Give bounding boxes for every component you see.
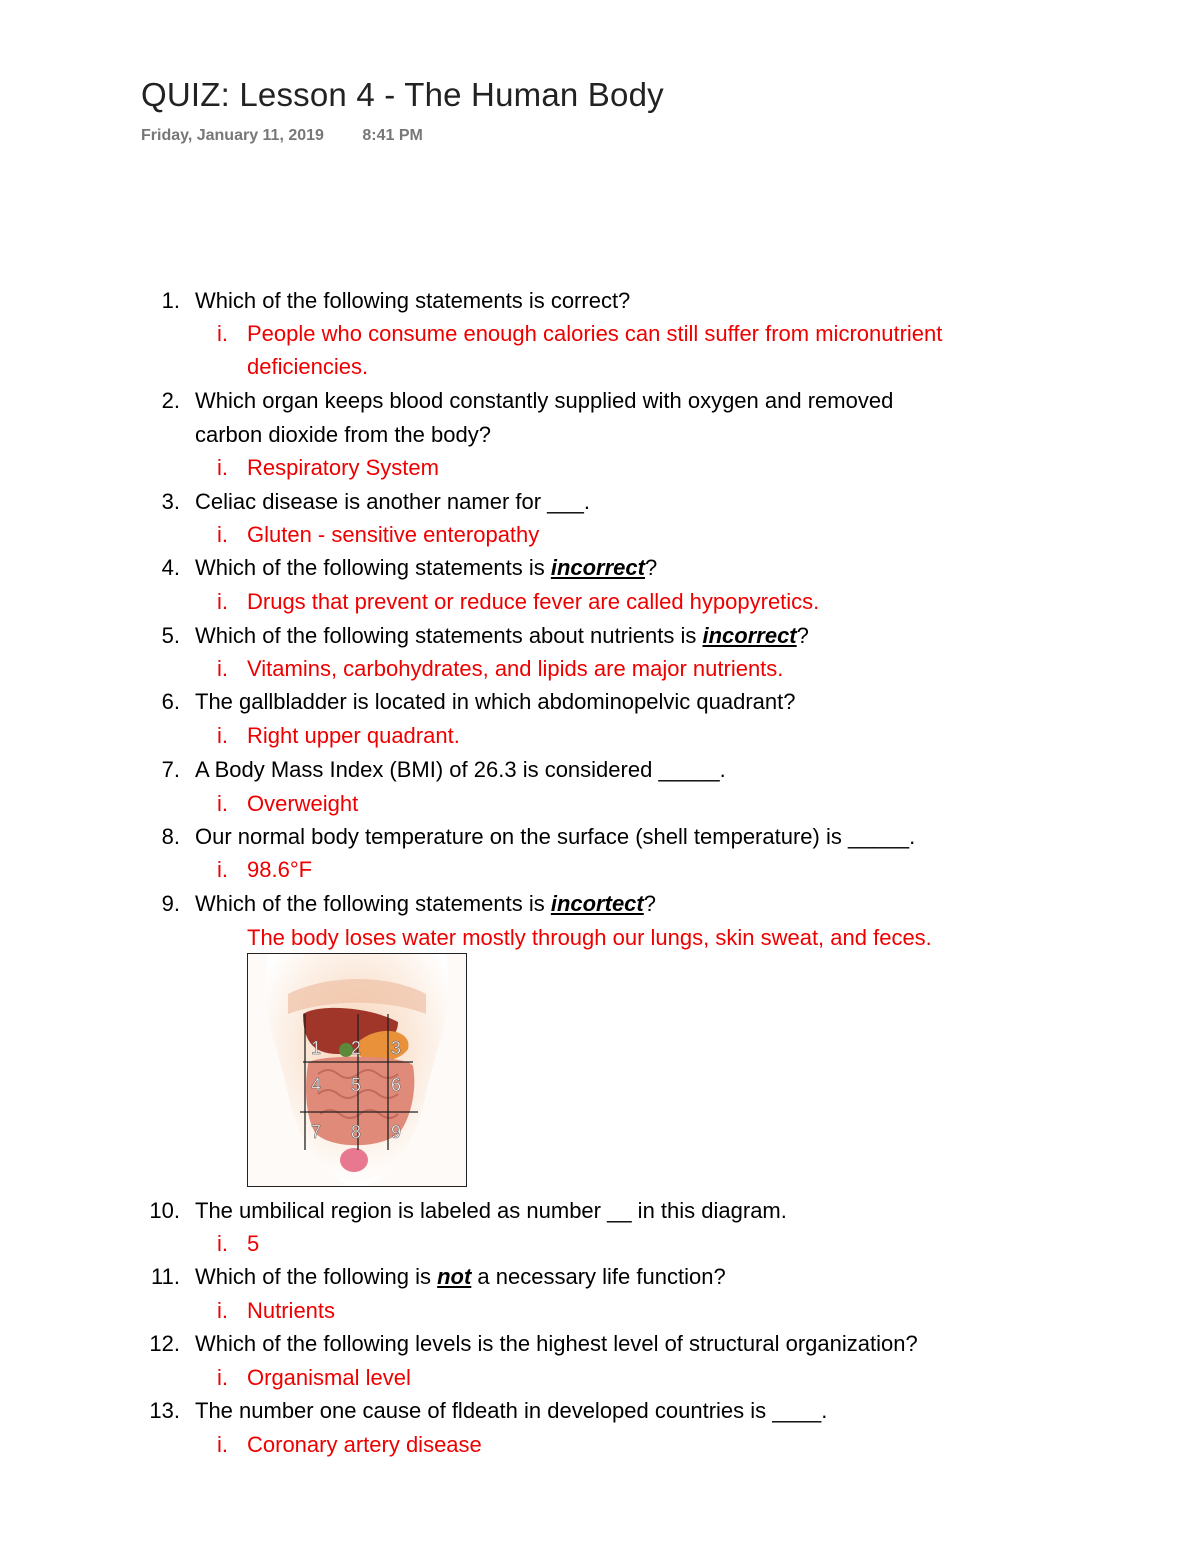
answer-marker: i.	[217, 455, 228, 480]
region-label: 4	[311, 1075, 322, 1095]
answer-text: 5	[247, 1231, 260, 1256]
region-label: 9	[391, 1122, 402, 1142]
question-text: The gallbladder is located in which abdominopelvic quadrant?	[195, 689, 796, 714]
answer-marker: i.	[217, 1365, 228, 1390]
question-number: 3.	[161, 489, 180, 514]
question-text-part: ?	[644, 555, 658, 580]
answer-marker: i.	[217, 1432, 228, 1457]
emphasized-word: not	[437, 1264, 472, 1289]
answer-marker: i.	[217, 321, 228, 346]
answer-marker: i.	[217, 656, 228, 681]
question-number: 7.	[161, 757, 180, 782]
answer-text: The body loses water mostly through our lungs, skin sweat, and feces.	[247, 925, 932, 950]
question-number: 9.	[161, 891, 180, 916]
question-number: 1.	[161, 288, 180, 313]
answer-text: Drugs that prevent or reduce fever are called hypopyretics.	[247, 589, 820, 614]
question-text: Celiac disease is another namer for ___.	[195, 489, 590, 514]
question-text-part: Which of the following statements is	[195, 555, 551, 580]
question-text-part: Which of the following is	[195, 1264, 438, 1289]
question-text-part: ?	[643, 891, 656, 916]
answer-text: Overweight	[247, 791, 359, 816]
question-text-part: Which of the following statements is	[195, 891, 551, 916]
question-text: A Body Mass Index (BMI) of 26.3 is considered _____.	[195, 757, 726, 782]
emphasized-word: incorrect	[550, 555, 645, 580]
question-text-part: Which of the following statements about nutrients is	[195, 623, 703, 648]
question-text: Which organ keeps blood constantly supplied with oxygen and removed	[195, 388, 894, 413]
question-text: The umbilical region is labeled as number __ in this diagram.	[195, 1198, 787, 1223]
answer-marker: i.	[217, 1298, 228, 1323]
question-number: 11.	[151, 1264, 180, 1289]
answer-marker: i.	[217, 589, 228, 614]
answer-text: Coronary artery disease	[247, 1432, 482, 1457]
answer-text: Nutrients	[247, 1298, 336, 1323]
question-text	[195, 1262, 726, 1292]
region-label: 2	[351, 1038, 362, 1058]
question-number: 8.	[161, 824, 180, 849]
answer-text: Vitamins, carbohydrates, and lipids are major nutrients.	[247, 656, 784, 681]
question-text: Our normal body temperature on the surface (shell temperature) is _____.	[195, 824, 916, 849]
region-label: 5	[351, 1075, 362, 1095]
answer-text: deficiencies.	[247, 354, 369, 379]
answer-marker: i.	[217, 522, 228, 547]
region-label: 7	[311, 1122, 322, 1142]
answer-text: People who consume enough calories can still suffer from micronutrient	[247, 321, 943, 346]
torso-illustration	[248, 954, 466, 1186]
answer-marker: i.	[217, 723, 228, 748]
answer-marker: i.	[217, 791, 228, 816]
question-text-part: a necessary life function?	[471, 1264, 726, 1289]
question-text: Which of the following statements is correct?	[195, 288, 631, 313]
region-label: 8	[351, 1122, 362, 1142]
answer-text: Right upper quadrant.	[247, 723, 460, 748]
page-time: 8:41 PM	[362, 127, 423, 144]
question-text: Which of the following levels is the highest level of structural organization?	[195, 1331, 918, 1356]
abdominopelvic-diagram	[247, 953, 467, 1187]
question-text-part: ?	[796, 623, 809, 648]
region-label: 1	[311, 1038, 322, 1058]
emphasized-word: incorrect	[702, 623, 797, 648]
page-title: QUIZ: Lesson 4 - The Human Body	[141, 76, 664, 113]
question-number: 2.	[161, 388, 180, 413]
answer-marker: i.	[217, 857, 228, 882]
page-date: Friday, January 11, 2019	[141, 127, 324, 144]
question-number: 4.	[161, 555, 180, 580]
answer-text: 98.6°F	[247, 857, 313, 882]
question-text	[195, 889, 656, 919]
bladder	[340, 1148, 368, 1172]
page-meta	[141, 127, 423, 145]
answer-text: Gluten - sensitive enteropathy	[247, 522, 540, 547]
region-label: 6	[391, 1075, 402, 1095]
question-text	[195, 553, 657, 583]
answer-text: Respiratory System	[247, 455, 439, 480]
question-number: 6.	[161, 689, 180, 714]
region-label: 3	[391, 1038, 402, 1058]
answer-marker: i.	[217, 1231, 228, 1256]
question-text: The number one cause of fldeath in developed countries is ____.	[195, 1398, 828, 1423]
question-number: 10.	[149, 1198, 180, 1223]
answer-text: Organismal level	[247, 1365, 411, 1390]
question-number: 5.	[161, 623, 180, 648]
emphasized-word: incortect	[550, 891, 644, 916]
question-number: 12.	[149, 1331, 180, 1356]
question-text: carbon dioxide from the body?	[195, 422, 491, 447]
question-number: 13.	[149, 1398, 180, 1423]
question-text	[195, 621, 809, 651]
